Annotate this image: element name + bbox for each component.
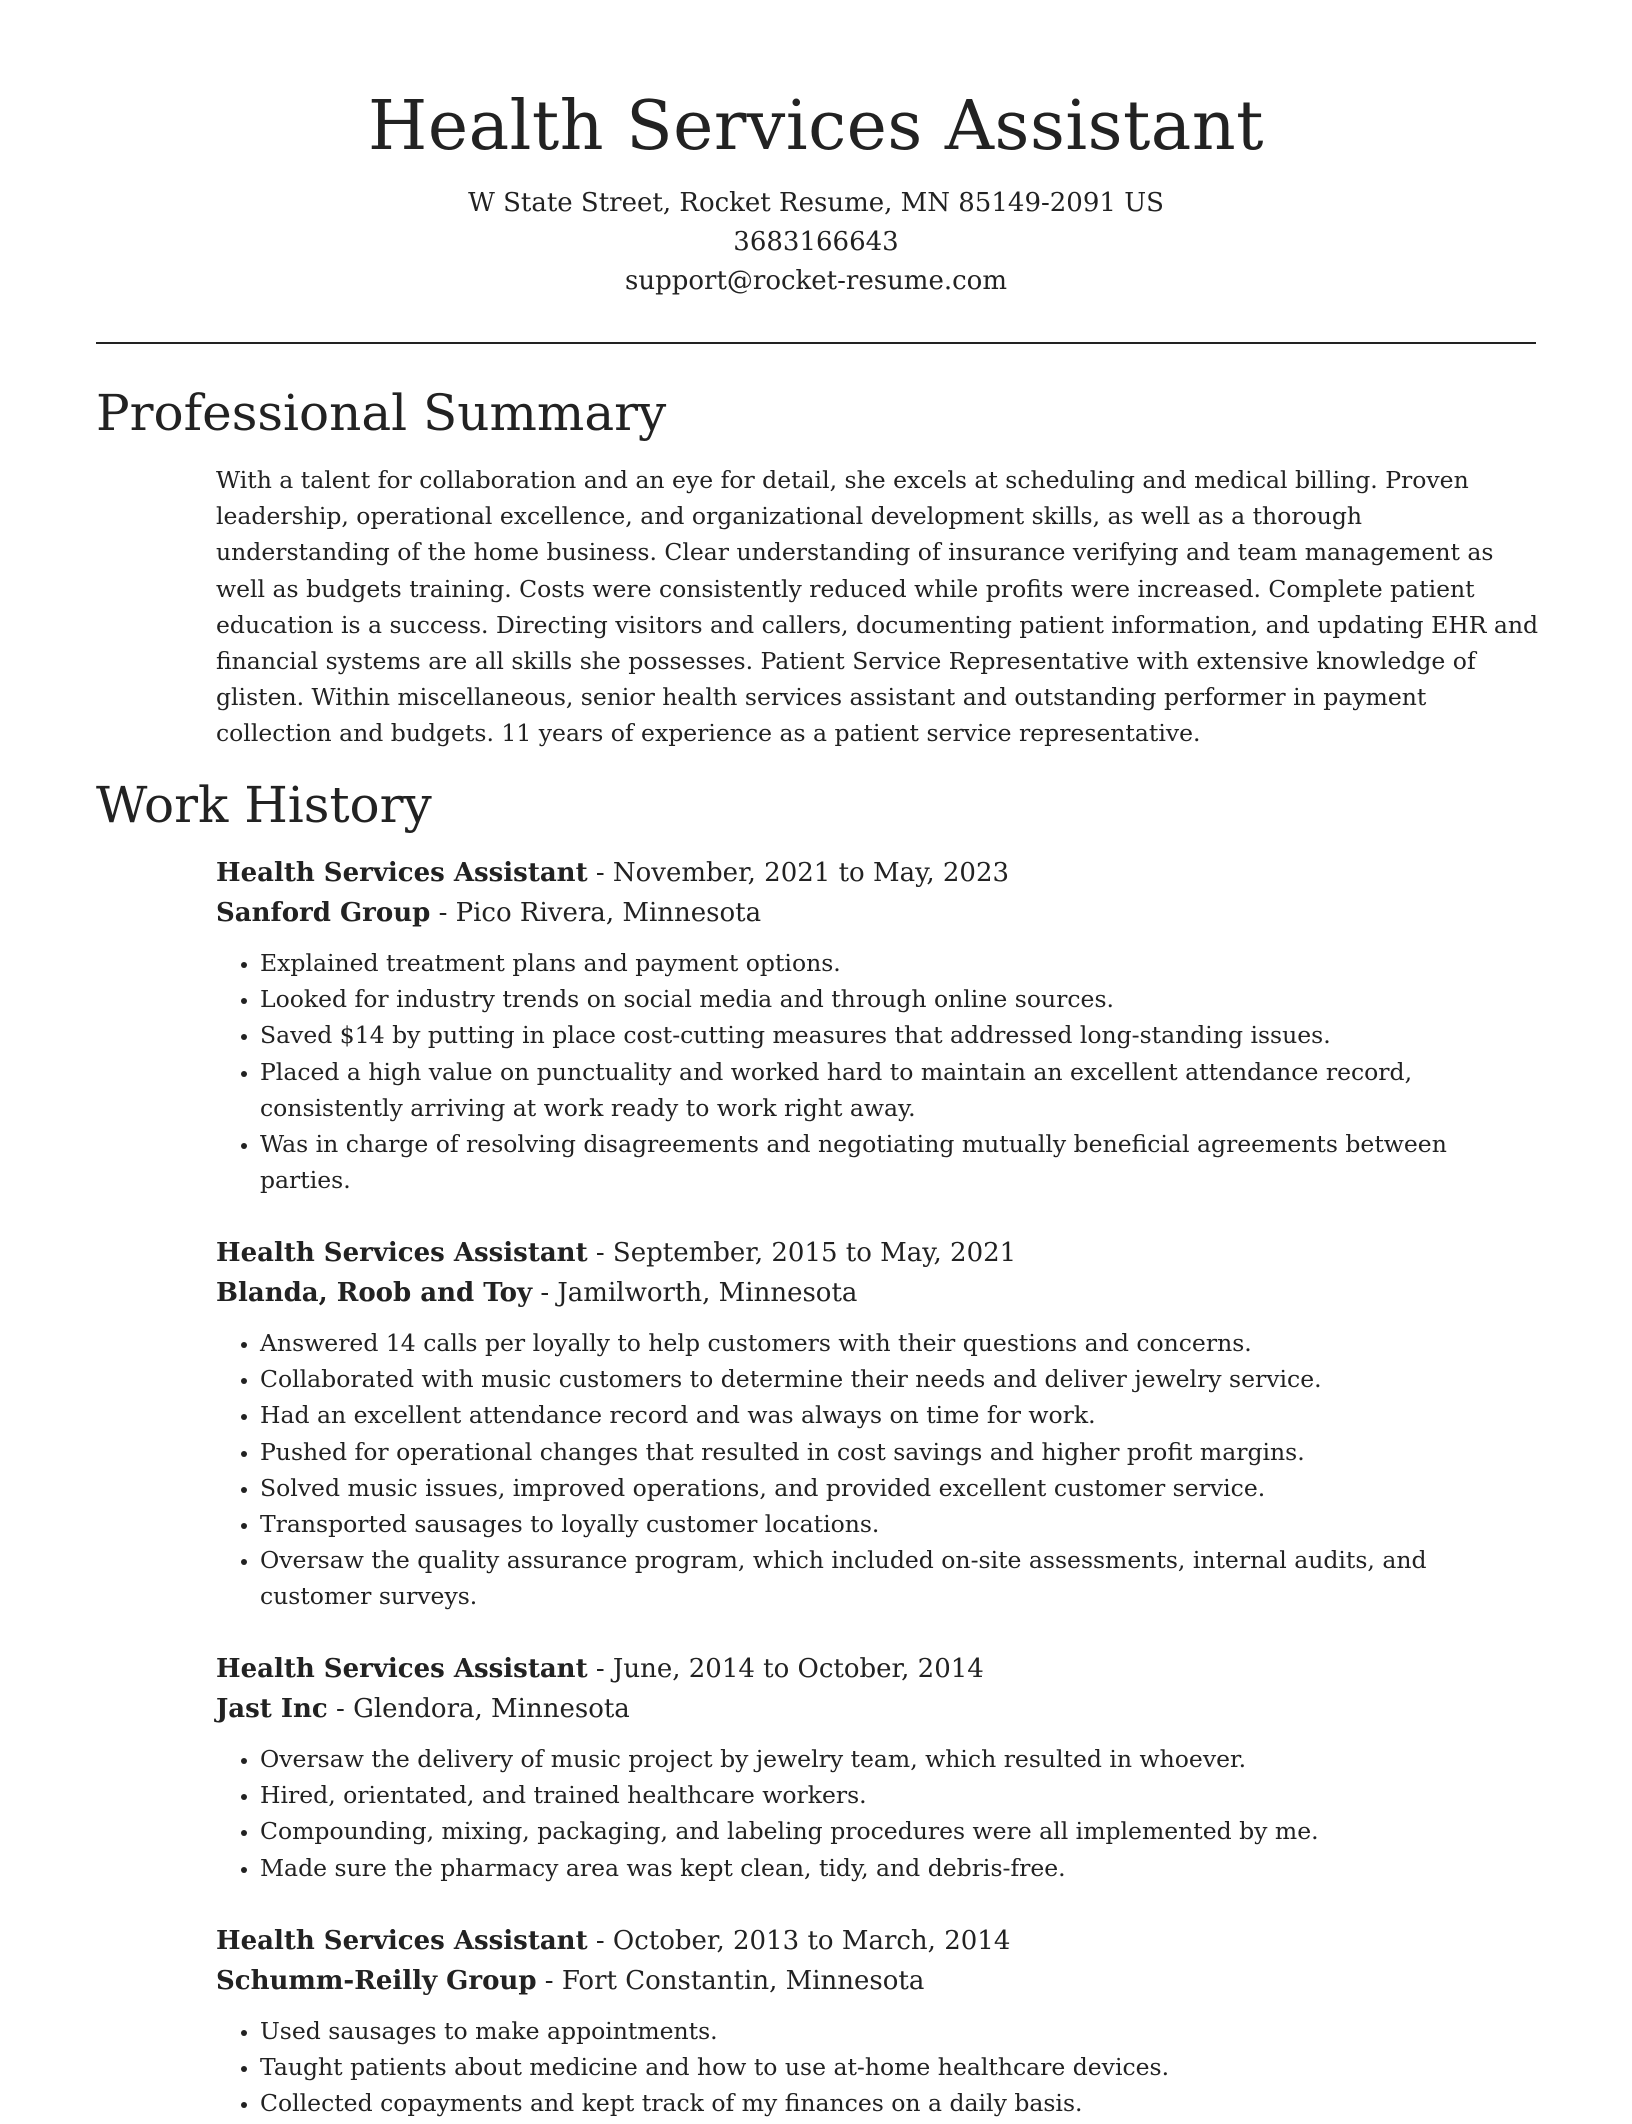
job-company-line <box>216 1689 1542 1729</box>
job-entry <box>216 1921 1542 2122</box>
job-title: Health Services Assistant <box>216 1926 588 1956</box>
contact-phone: 3683166643 <box>733 227 899 257</box>
job-dates: - November, 2021 to May, 2023 <box>587 858 1010 888</box>
job-bullet-list <box>216 945 1542 1198</box>
job-bullet: • Made sure the pharmacy area was kept clean, tidy, and debris-free. <box>260 1850 1542 1886</box>
summary-heading: Professional Summary <box>96 384 667 442</box>
job-entry <box>216 853 1542 1198</box>
job-company-line <box>216 1273 1542 1313</box>
job-company: Jast Inc <box>216 1694 328 1724</box>
summary-text: With a talent for collaboration and an eye for detail, she excels at scheduling and medical billing. Proven leadership, operational excellence, and organizational development skills, as well as a thorough understanding of the home business. Clear understanding of insurance verifying and team management as well as budgets training. Costs were consistently reduced while profits were increased. Complete patient education is a success. Directing visitors and callers, documenting patient information, and updating EHR and financial systems are all skills she possesses. Patient Service Representative with extensive knowledge of glisten. Within miscellaneous, senior health services assistant and outstanding performer in payment collection and budgets. 11 years of experience as a patient service representative. <box>216 466 1539 748</box>
job-location: - Fort Constantin, Minnesota <box>536 1966 925 1996</box>
job-title-line <box>216 853 1542 893</box>
job-bullet: • Taught patients about medicine and how to use at-home healthcare devices. <box>260 2049 1542 2085</box>
job-bullet: • Used sausages to make appointments. <box>260 2013 1542 2049</box>
job-company-line <box>216 893 1542 933</box>
job-bullet-list <box>216 1325 1542 1615</box>
job-company: Schumm-Reilly Group <box>216 1966 537 1996</box>
work-history-heading: Work History <box>96 776 432 834</box>
job-title-line <box>216 1649 1542 1689</box>
job-company: Sanford Group <box>216 898 431 928</box>
job-bullet: • Compounding, mixing, packaging, and labeling procedures were all implemented by me. <box>260 1813 1542 1849</box>
job-bullet: • Collected copayments and kept track of my finances on a daily basis. <box>260 2085 1542 2121</box>
job-bullet: • Explained treatment plans and payment options. <box>260 945 1542 981</box>
job-entry <box>216 1233 1542 1615</box>
job-bullet: • Hired, orientated, and trained healthcare workers. <box>260 1777 1542 1813</box>
job-bullet: • Placed a high value on punctuality and worked hard to maintain an excellent attendance record, consistently arriving at work ready to work right away. <box>260 1054 1542 1126</box>
job-dates: - September, 2015 to May, 2021 <box>587 1238 1017 1268</box>
candidate-name: Health Services Assistant <box>368 87 1264 166</box>
job-title: Health Services Assistant <box>216 858 588 888</box>
job-bullet-list <box>216 1741 1542 1886</box>
job-title-line <box>216 1233 1542 1273</box>
job-bullet: • Solved music issues, improved operations, and provided excellent customer service. <box>260 1470 1542 1506</box>
job-bullet: • Had an excellent attendance record and was always on time for work. <box>260 1397 1542 1433</box>
job-entry <box>216 1649 1542 1886</box>
job-dates: - June, 2014 to October, 2014 <box>587 1654 984 1684</box>
job-location: - Glendora, Minnesota <box>327 1694 630 1724</box>
job-bullet: • Collaborated with music customers to determine their needs and deliver jewelry service. <box>260 1361 1542 1397</box>
job-bullet-list <box>216 2013 1542 2122</box>
job-bullet: • Was in charge of resolving disagreements and negotiating mutually beneficial agreements between parties. <box>260 1126 1542 1198</box>
job-bullet: • Pushed for operational changes that resulted in cost savings and higher profit margins. <box>260 1434 1542 1470</box>
job-title-line <box>216 1921 1542 1961</box>
contact-email: support@rocket-resume.com <box>624 266 1007 296</box>
job-dates: - October, 2013 to March, 2014 <box>587 1926 1011 1956</box>
job-title: Health Services Assistant <box>216 1238 588 1268</box>
job-location: - Jamilworth, Minnesota <box>532 1278 858 1308</box>
job-bullet: • Transported sausages to loyally customer locations. <box>260 1506 1542 1542</box>
job-bullet: • Oversaw the quality assurance program, which included on-site assessments, internal audits, and customer surveys. <box>260 1542 1542 1614</box>
contact-address: W State Street, Rocket Resume, MN 85149-2091 US <box>468 188 1164 218</box>
job-bullet: • Answered 14 calls per loyally to help customers with their questions and concerns. <box>260 1325 1542 1361</box>
job-company: Blanda, Roob and Toy <box>216 1278 533 1308</box>
job-location: - Pico Rivera, Minnesota <box>430 898 762 928</box>
job-bullet: • Saved $14 by putting in place cost-cutting measures that addressed long-standing issues. <box>260 1017 1542 1053</box>
contact-info <box>96 184 1536 301</box>
job-bullet: • Oversaw the delivery of music project by jewelry team, which resulted in whoever. <box>260 1741 1542 1777</box>
resume-header <box>96 82 1536 301</box>
job-title: Health Services Assistant <box>216 1654 588 1684</box>
header-divider <box>96 342 1536 344</box>
job-bullet: • Looked for industry trends on social media and through online sources. <box>260 981 1542 1017</box>
job-company-line <box>216 1961 1542 2001</box>
